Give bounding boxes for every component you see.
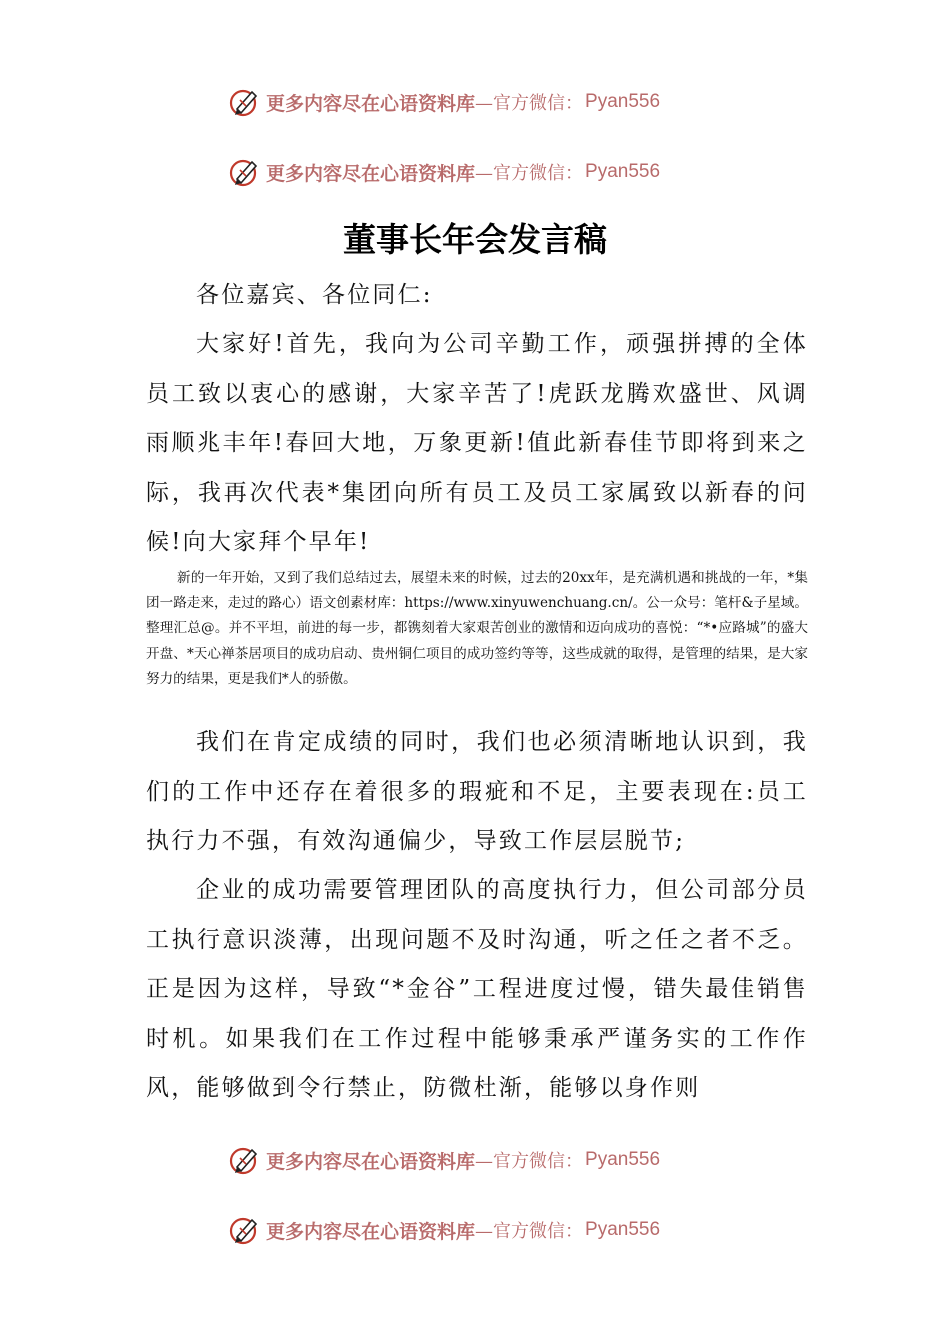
pen-nib-logo-icon: [228, 155, 262, 189]
watermark-banner-4: [228, 1212, 660, 1248]
paragraph-review: 新的一年开始，又到了我们总结过去，展望未来的时候，过去的20xx年，是充满机遇和挑战的一年，*集团一路走来，走过的路心）语文创素材库：https://www.xinyuwenchuang.cn/。公一众号：笔杆&子星域。整理汇总@。并不平坦，前进的每一步，都镌刻着大家艰苦创业的激情和迈向成功的喜悦：“*•应路城”的盛大开盘、*天心禅茶居项目的成功启动、贵州铜仁项目的成功签约等等，这些成就的取得，是管理的结果，是大家努力的结果，更是我们*人的骄傲。: [146, 570, 808, 687]
watermark-main-text: 更多内容尽在心语资料库: [266, 92, 476, 115]
pen-nib-logo-icon: [228, 1143, 262, 1177]
watermark-wechat-id: Pyan556: [585, 91, 661, 112]
paragraph-greeting: 大家好!首先，我向为公司辛勤工作，顽强拼搏的全体员工致以衷心的感谢，大家辛苦了!虎跃龙腾欢盛世、风调雨顺兆丰年!春回大地，万象更新!值此新春佳节即将到来之际，我再次代表*集团向所有员工及员工家属致以新春的问候!向大家拜个早年!: [146, 331, 808, 556]
watermark-main-text: 更多内容尽在心语资料库: [266, 1220, 476, 1243]
paragraph-execution: 企业的成功需要管理团队的高度执行力，但公司部分员工执行意识淡薄，出现问题不及时沟通，听之任之者不乏。正是因为这样，导致“*金谷”工程进度过慢，错失最佳销售时机。如果我们在工作过程中能够秉承严谨务实的工作作风，能够做到令行禁止，防微杜渐，能够以身作则: [146, 877, 808, 1102]
watermark-main-text: 更多内容尽在心语资料库: [266, 162, 476, 185]
watermark-sub-text: —官方微信：: [475, 93, 584, 114]
pen-nib-logo-icon: [228, 85, 262, 119]
watermark-banner-1: [228, 84, 660, 120]
salutation: 各位嘉宾、各位同仁:: [196, 282, 433, 308]
paragraph-shortcomings: 我们在肯定成绩的同时，我们也必须清晰地认识到，我们的工作中还存在着很多的瑕疵和不足，主要表现在:员工执行力不强，有效沟通偏少，导致工作层层脱节;: [146, 729, 808, 855]
watermark-wechat-id: Pyan556: [585, 161, 661, 182]
watermark-sub-text: —官方微信：: [475, 163, 584, 184]
pen-nib-logo-icon: [228, 1213, 262, 1247]
watermark-sub-text: —官方微信：: [475, 1221, 584, 1242]
watermark-wechat-id: Pyan556: [585, 1149, 661, 1170]
watermark-main-text: 更多内容尽在心语资料库: [266, 1150, 476, 1173]
watermark-banner-2: [228, 154, 660, 190]
watermark-sub-text: —官方微信：: [475, 1151, 584, 1172]
document-title: 董事长年会发言稿: [343, 220, 607, 259]
watermark-wechat-id: Pyan556: [585, 1219, 661, 1240]
watermark-banner-3: [228, 1142, 660, 1178]
